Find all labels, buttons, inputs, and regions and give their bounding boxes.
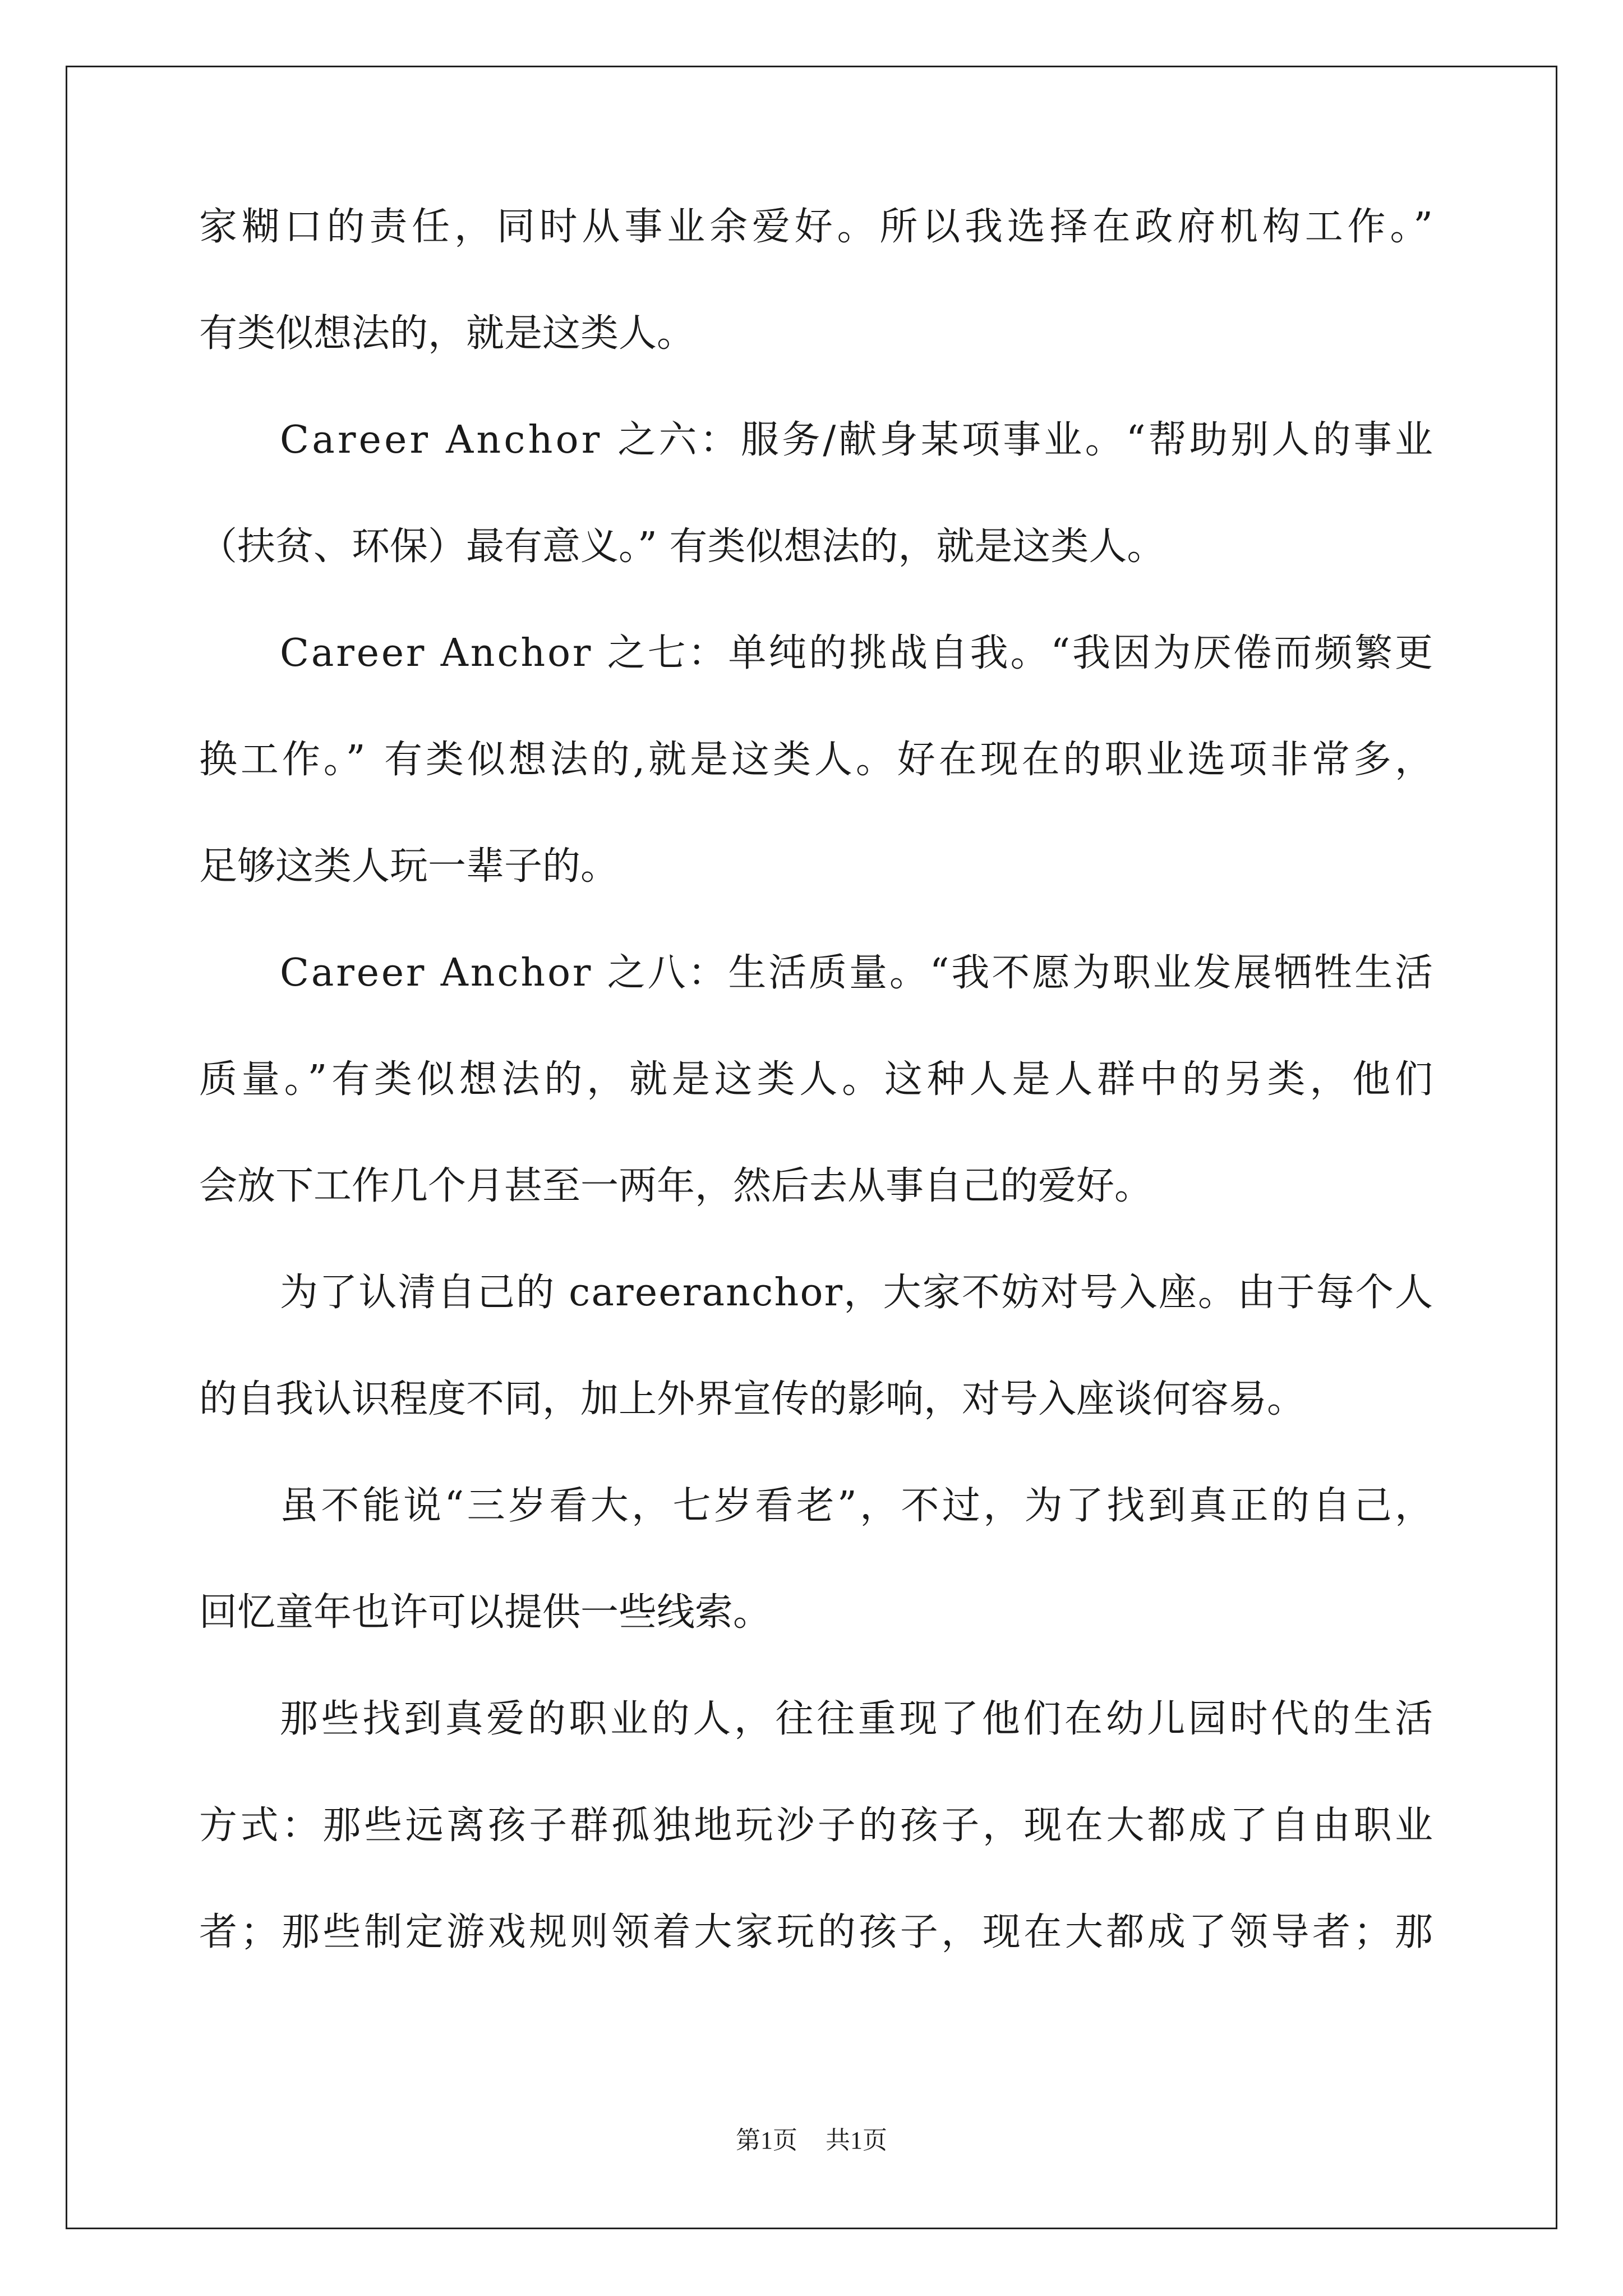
text-line: 方式：那些远离孩子群孤独地玩沙子的孩子，现在大都成了自由职业 <box>199 1803 1436 1848</box>
text-line: 为了认清自己的 careeranchor，大家不妨对号入座。由于每个人 <box>280 1271 1435 1315</box>
text-line: 者；那些制定游戏规则领着大家玩的孩子，现在大都成了领导者；那 <box>199 1910 1436 1954</box>
text-line: 回忆童年也许可以提供一些线索。 <box>199 1590 772 1635</box>
text-line: 有类似想法的，就是这类人。 <box>199 311 695 356</box>
text-line: 换工作。” 有类似想法的,就是这类人。好在现在的职业选项非常多， <box>199 738 1436 782</box>
text-line: Career Anchor 之八：生活质量。“我不愿为职业发展牺牲生活 <box>280 951 1435 995</box>
page-number-current: 第1页 <box>736 2127 797 2154</box>
document-body <box>199 202 1437 2014</box>
text-line: 会放下工作几个月甚至一两年，然后去从事自己的爱好。 <box>199 1164 1153 1208</box>
text-line: Career Anchor 之六：服务/献身某项事业。“帮助别人的事业 <box>280 418 1436 462</box>
text-line: 家糊口的责任，同时从事业余爱好。所以我选择在政府机构工作。” <box>199 205 1437 249</box>
text-line: 质量。”有类似想法的，就是这类人。这种人是人群中的另类，他们 <box>199 1057 1437 1102</box>
text-line: 足够这类人玩一辈子的。 <box>199 844 619 889</box>
text-line: 虽不能说“三岁看大，七岁看老”，不过，为了找到真正的自己， <box>280 1484 1436 1528</box>
page-number-total: 共1页 <box>826 2127 887 2154</box>
page-footer <box>0 2124 1623 2157</box>
text-line: 那些找到真爱的职业的人，往往重现了他们在幼儿园时代的生活 <box>280 1697 1436 1741</box>
text-line: （扶贫、环保）最有意义。” 有类似想法的，就是这类人。 <box>199 524 1165 569</box>
text-line: 的自我认识程度不同，加上外界宣传的影响，对号入座谈何容易。 <box>199 1377 1306 1421</box>
text-line: Career Anchor 之七：单纯的挑战自我。“我因为厌倦而频繁更 <box>280 631 1435 675</box>
